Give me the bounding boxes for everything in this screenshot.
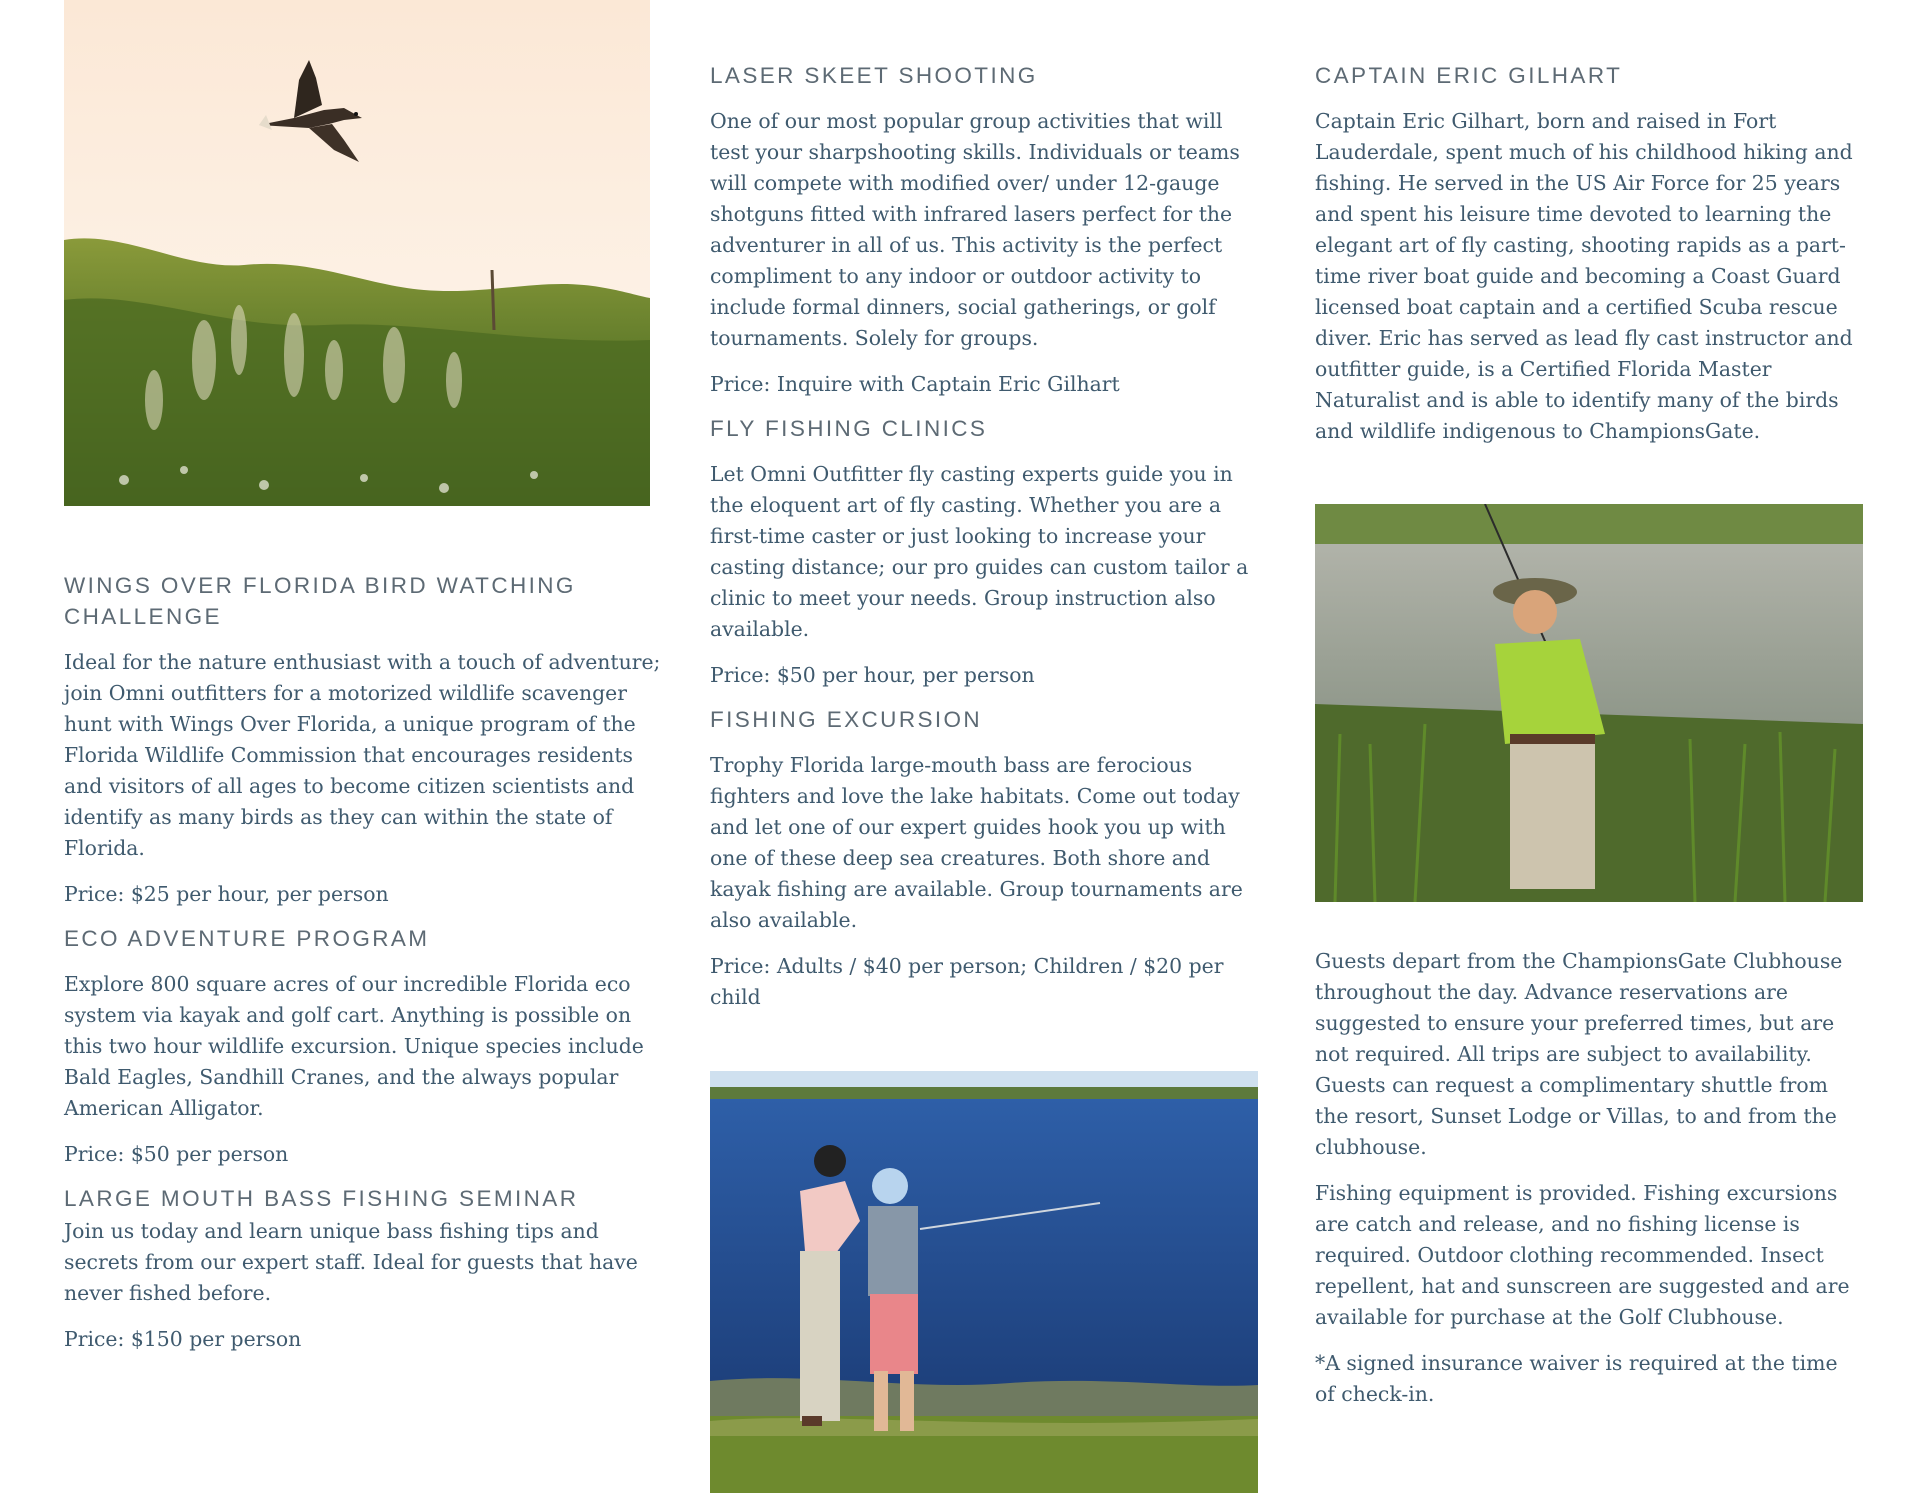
section-heading: LASER SKEET SHOOTING — [710, 63, 1038, 88]
section-heading: FISHING EXCURSION — [710, 707, 983, 732]
info-paragraph: Fishing equipment is provided. Fishing excursions are catch and release, and no fishing license is required. Outdoor clothing recommended. Insect repellent, hat and sunscreen are suggested and are available for purchase at the Golf Clubhouse. — [1315, 1181, 1850, 1329]
section-price: Price: $25 per hour, per person — [64, 882, 389, 906]
section-price: Price: $50 per hour, per person — [710, 663, 1035, 687]
section-body: Explore 800 square acres of our incredible Florida eco system via kayak and golf cart. Anything is possible on this two hour wildlife excursion. Unique species include Bald Eagles, Sandhill Cranes, and the always popular American Alligator. — [64, 972, 644, 1120]
section-price: Price: $50 per person — [64, 1142, 289, 1166]
bio-body: Captain Eric Gilhart, born and raised in Fort Lauderdale, spent much of his childhood hiking and fishing. He served in the US Air Force for 25 years and spent his leisure time devoted to learning the elegant art of fly casting, shooting rapids as a part-time river boat guide and becoming a Coast Guard licensed boat captain and a certified Scuba rescue diver. Eric has served as lead fly cast instructor and outfitter guide, is a Certified Florida Master Naturalist and is able to identify many of the birds and wildlife indigenous to ChampionsGate. — [1315, 109, 1853, 443]
section-body: Join us today and learn unique bass fishing tips and secrets from our expert staff. Ideal for guests that have never fished before. — [64, 1219, 638, 1305]
section-heading: ECO ADVENTURE PROGRAM — [64, 926, 430, 951]
hawk-photo — [64, 0, 650, 506]
section-heading: FLY FISHING CLINICS — [710, 416, 988, 441]
lake-fishing-photo — [710, 1071, 1258, 1493]
waiver-note: *A signed insurance waiver is required at the time of check-in. — [1315, 1351, 1838, 1406]
bio-heading: CAPTAIN ERIC GILHART — [1315, 63, 1623, 88]
section-body: Let Omni Outfitter fly casting experts guide you in the eloquent art of fly casting. Whether you are a first-time caster or just looking to increase your casting distance; our pro guides can custom tailor a clinic to meet your needs. Group instruction also available. — [710, 462, 1249, 641]
section-body: Ideal for the nature enthusiast with a touch of adventure; join Omni outfitters for a motorized wildlife scavenger hunt with Wings Over Florida, a unique program of the Florida Wildlife Commission that encourages residents and visitors of all ages to become citizen scientists and identify as many birds as they can within the state of Florida. — [64, 650, 661, 860]
section-heading: WINGS OVER FLORIDA BIRD WATCHING CHALLENGE — [64, 573, 576, 629]
captain-photo — [1315, 504, 1863, 902]
section-price: Price: $150 per person — [64, 1327, 302, 1351]
section-price: Price: Adults / $40 per person; Children / $20 per child — [710, 954, 1224, 1009]
section-body: One of our most popular group activities that will test your sharpshooting skills. Individuals or teams will compete with modified over/ under 12-gauge shotguns fitted with infrared lasers perfect for the adventurer in all of us. This activity is the perfect compliment to any indoor or outdoor activity to include formal dinners, social gatherings, or golf tournaments. Solely for groups. — [710, 109, 1240, 350]
info-paragraph: Guests depart from the ChampionsGate Clubhouse throughout the day. Advance reservations are suggested to ensure your preferred times, but are not required. All trips are subject to availability. Guests can request a complimentary shuttle from the resort, Sunset Lodge or Villas, to and from the clubhouse. — [1315, 949, 1843, 1159]
section-heading: LARGE MOUTH BASS FISHING SEMINAR — [64, 1186, 579, 1211]
section-body: Trophy Florida large-mouth bass are ferocious fighters and love the lake habitats. Come out today and let one of our expert guides hook you up with one of these deep sea creatures. Both shore and kayak fishing are available. Group tournaments are also available. — [710, 753, 1243, 932]
section-price: Price: Inquire with Captain Eric Gilhart — [710, 372, 1120, 396]
